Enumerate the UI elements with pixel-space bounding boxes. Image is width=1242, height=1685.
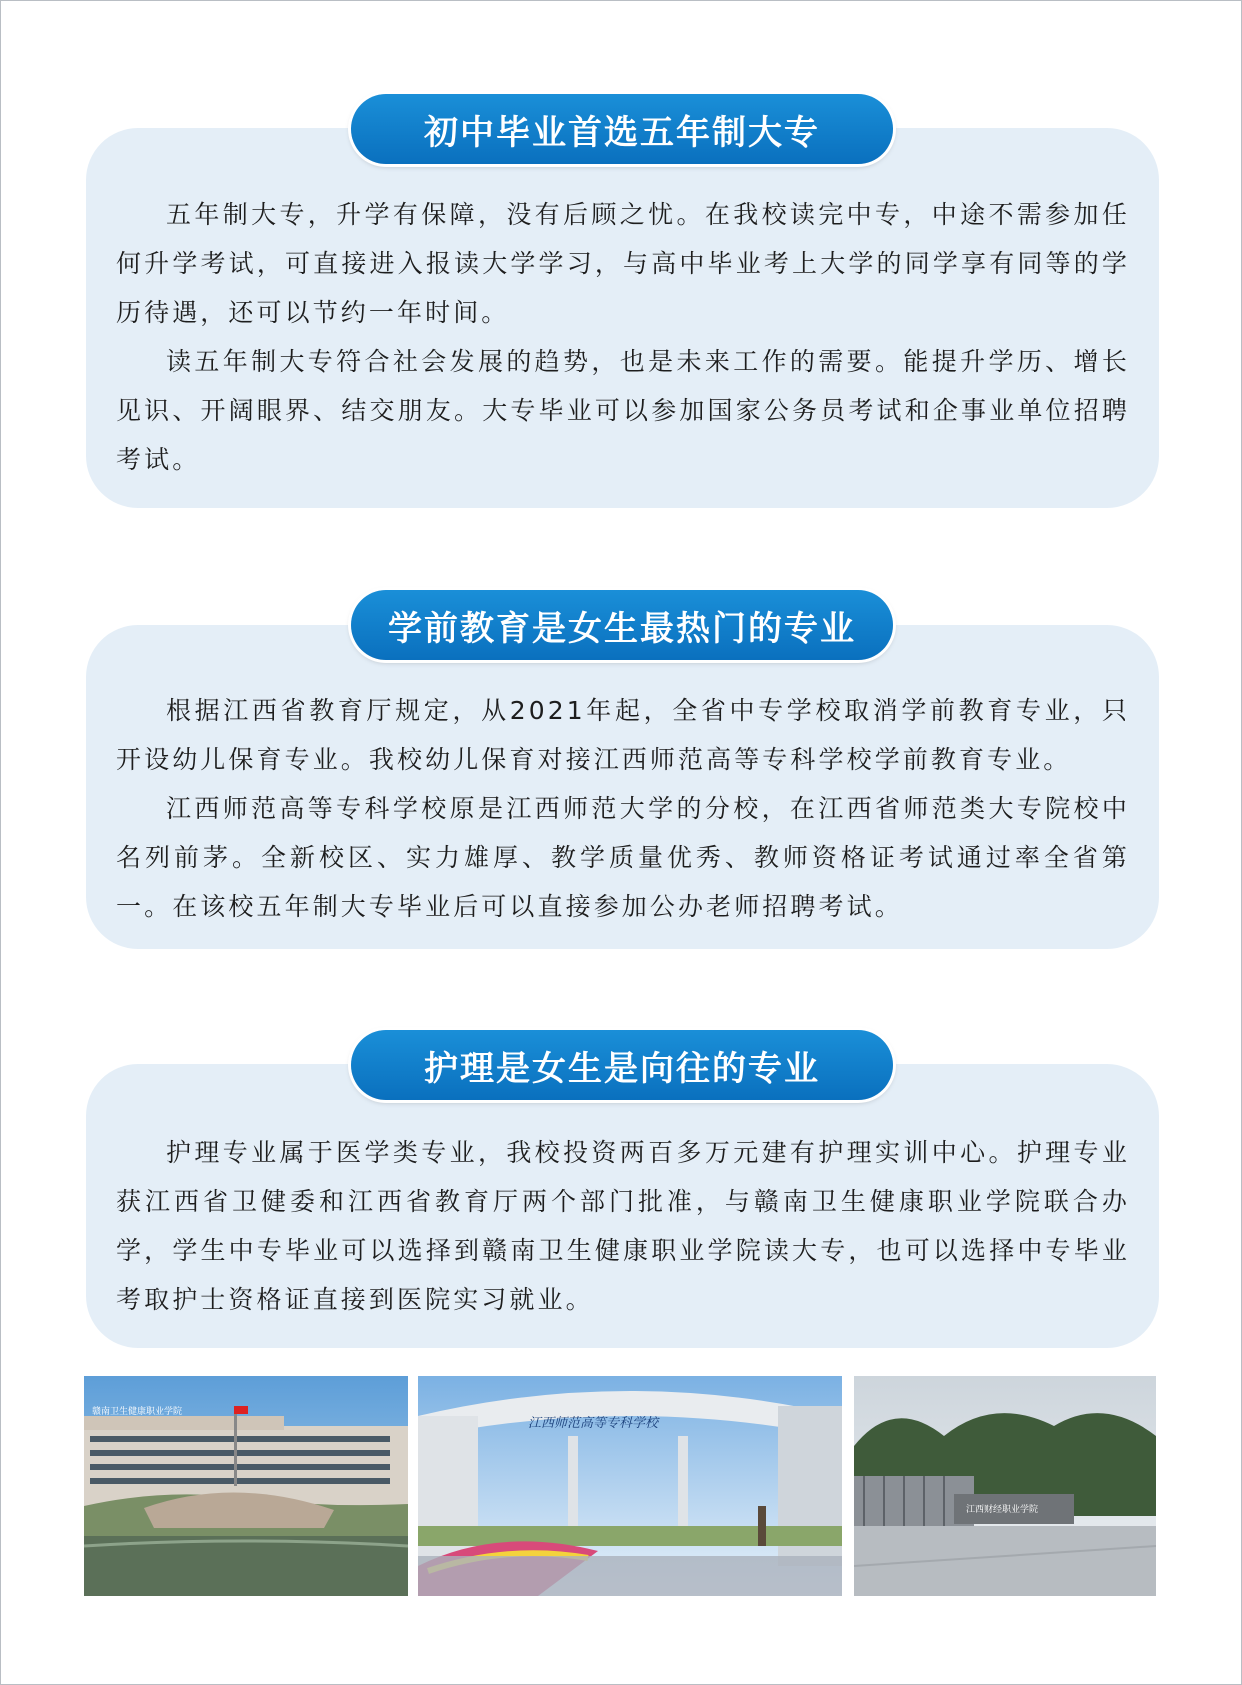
photo-2-caption: 江西师范高等专科学校 [528, 1416, 659, 1431]
section-2-title: 学前教育是女生最热门的专业 [351, 590, 893, 660]
photo-school-gate [418, 1376, 842, 1596]
photo-1-caption: 赣南卫生健康职业学院 [92, 1407, 183, 1417]
section-1-paragraph-2: 读五年制大专符合社会发展的趋势，也是未来工作的需要。能提升学历、增长见识、开阔眼界、结交朋友。大专毕业可以参加国家公务员考试和企事业单位招聘考试。 [116, 347, 1130, 474]
photo-college-building [84, 1376, 408, 1596]
section-3-paragraph-1: 护理专业属于医学类专业，我校投资两百多万元建有护理实训中心。护理专业获江西省卫健委和江西省教育厅两个部门批准，与赣南卫生健康职业学院联合办学，学生中专毕业可以选择到赣南卫生健康职业学院读大专，也可以选择中专毕业考取护士资格证直接到医院实习就业。 [116, 1138, 1130, 1314]
section-2-paragraph-1: 根据江西省教育厅规定，从2021年起，全省中专学校取消学前教育专业，只开设幼儿保育专业。我校幼儿保育对接江西师范高等专科学校学前教育专业。 [116, 696, 1130, 774]
section-3-body [116, 1128, 1130, 1324]
section-1-paragraph-1: 五年制大专，升学有保障，没有后顾之忧。在我校读完中专，中途不需参加任何升学考试，可直接进入报读大学学习，与高中毕业考上大学的同学享有同等的学历待遇，还可以节约一年时间。 [116, 200, 1130, 327]
section-1-body [116, 190, 1130, 484]
photo-3-caption: 江西财经职业学院 [966, 1505, 1039, 1515]
photo-campus-entrance [854, 1376, 1156, 1596]
section-3-title: 护理是女生是向往的专业 [351, 1030, 893, 1100]
section-2-body [116, 686, 1130, 931]
section-2-paragraph-2: 江西师范高等专科学校原是江西师范大学的分校，在江西省师范类大专院校中名列前茅。全新校区、实力雄厚、教学质量优秀、教师资格证考试通过率全省第一。在该校五年制大专毕业后可以直接参加公办老师招聘考试。 [116, 794, 1130, 921]
section-1-title: 初中毕业首选五年制大专 [351, 94, 893, 164]
